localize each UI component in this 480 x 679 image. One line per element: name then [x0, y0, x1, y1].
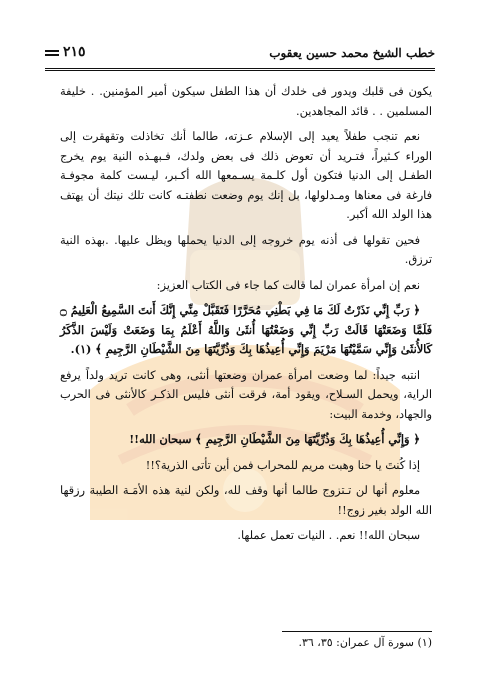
- footnote-rule: [282, 631, 432, 632]
- paragraph: نعم إن امرأة عمران لما قالت كما جاء فى الكتاب العزيز:: [156, 278, 420, 292]
- running-title: خطب الشيخ محمد حسين يعقوب: [269, 46, 435, 60]
- header-ornament: [45, 50, 59, 60]
- footnote: (١) سورة آل عمران: ٣٥، ٣٦.: [298, 636, 432, 649]
- quran-verse: ﴿ وَإِنِّي أُعِيذُهَا بِكَ وَذُرِّيَّتَهَا مِنَ الشَّيْطَانِ الرَّجِيمِ ﴾ سبحان الله!!: [129, 432, 420, 446]
- header-rule: [45, 68, 435, 71]
- paragraph: معلوم أنها لن تـتزوج طالما أنها وقف لله، ولكن لنية هذه الأمَـة الطيبة رزقها الله الولد بغير زوج!!: [60, 484, 432, 517]
- paragraph: سبحان الله!! نعم. . النيات تعمل عملها.: [237, 529, 420, 542]
- page-number: ٢١٥: [63, 44, 86, 60]
- main-text: [60, 82, 432, 552]
- paragraph: إذا كُنتَ يا حنا وهبت مريم للمحراب فمن أين تأتى الذرية؟!!: [145, 458, 420, 472]
- quran-verse: ﴿ رَبِّ إِنِّي نَذَرْتُ لَكَ مَا فِي بَطْنِي مُحَرَّرًا فَتَقَبَّلْ مِنِّي إِنَّكَ أَنتَ السَّمِيعُ الْعَلِيمُ ۝ فَلَمَّا وَضَعَتْهَا قَالَتْ رَبِّ إِنِّي وَضَعْتُهَا أُنثَىٰ وَاللَّهُ أَعْلَمُ بِمَا وَضَعَتْ وَلَيْسَ الذَّكَرُ كَالأُنثَىٰ وَإِنِّي سَمَّيْتُهَا مَرْيَمَ وَإِنِّي أُعِيذُهَا بِكَ وَذُرِّيَّتَهَا مِنَ الشَّيْطَانِ الرَّجِيمِ ﴾ (١).: [60, 303, 432, 356]
- paragraph: انتبه جيداً: لما وضعت امرأة عمران وضعتها أنثى، وهى كانت تريد ولداً يرفع الراية، ويحمل السـلاح، ويقود أمة، فرقت أنثى فليس الذكـر كالأنثى فى الحرب والجهاد، وخدمة البيت:: [60, 368, 432, 421]
- paragraph: نعم تنجب طفلاً يعيد إلى الإسلام عـزته، طالما أنك تخاذلت وتقهقرت إلى الوراء كـثيراً، فتـريد أن تعوض ذلك فى بعض ولدك، فـبهـذه النية يوم يخرج الطفـل إلى الدنيا فتكون أول كلـمة يسـمعها الله أكـبر، ليـست كلمة مجوفـة فارغة فى معناها ومـدلولها، بل إنك يوم وضعت نطفتـه كانت تلك نيتك أن يهتف هذا الولد الله أكبر.: [60, 130, 432, 221]
- paragraph: فحين تقولها فى أذنه يوم خروجه إلى الدنيا يحملها ويظل عليها. .بهذه النية ترزق.: [60, 233, 432, 266]
- page-header: [45, 40, 435, 70]
- footnote-area: [60, 631, 432, 649]
- paragraph: يكون فى قلبك ويدور فى خلدك أن هذا الطفل سيكون أمير المؤمنين. . خليفة المسلمين . . قائد المجاهدين.: [60, 85, 432, 118]
